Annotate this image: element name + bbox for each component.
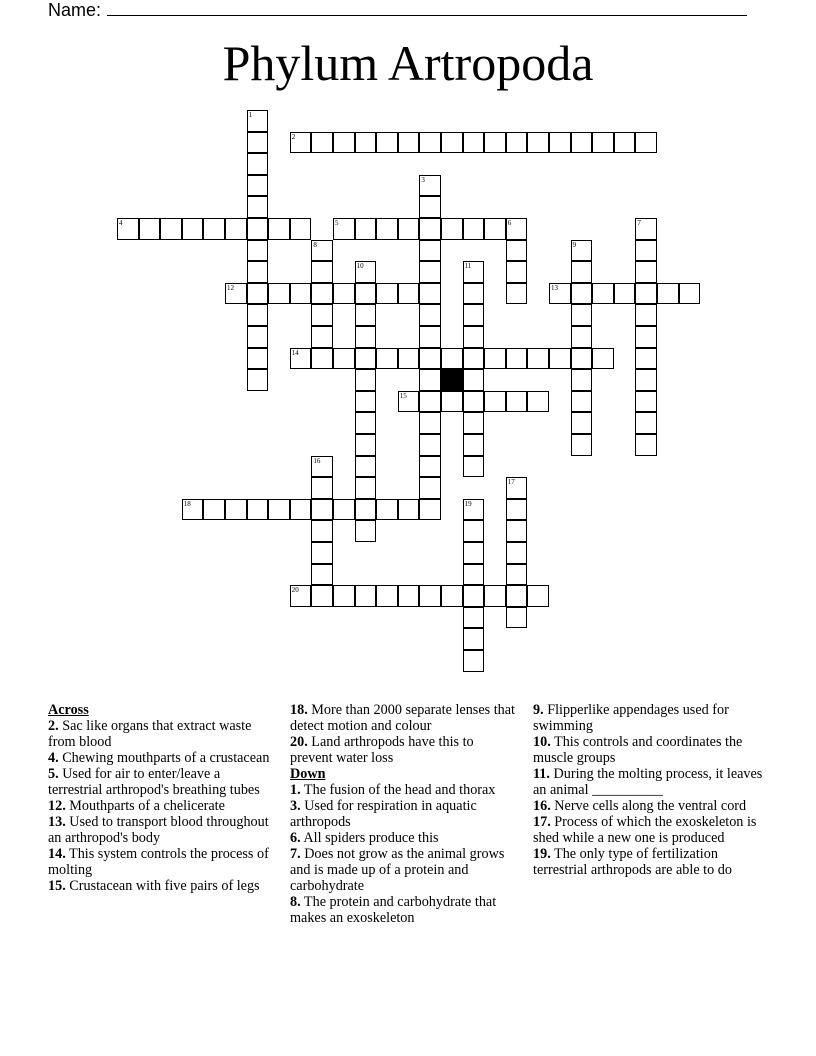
crossword-cell[interactable] (463, 391, 485, 413)
crossword-cell[interactable] (419, 348, 441, 370)
crossword-cell[interactable] (635, 369, 657, 391)
clue-number-label: 15. (48, 878, 66, 894)
page-title: Phylum Artropoda (222, 35, 594, 91)
crossword-cell[interactable] (441, 348, 463, 370)
clue-number-label: 8. (290, 894, 301, 910)
crossword-cell[interactable] (571, 304, 593, 326)
clue-item (290, 702, 516, 734)
crossword-cell[interactable] (463, 607, 485, 629)
clue-item (48, 846, 274, 878)
crossword-cell[interactable] (635, 348, 657, 370)
crossword-cell[interactable] (247, 218, 269, 240)
clue-text: This controls and coordinates the muscle groups (533, 734, 743, 766)
crossword-cell[interactable] (355, 477, 377, 499)
crossword-cell[interactable] (311, 477, 333, 499)
crossword-cell[interactable] (419, 132, 441, 154)
crossword-cell[interactable] (355, 520, 377, 542)
crossword-cell[interactable] (333, 132, 355, 154)
crossword-cell[interactable] (311, 261, 333, 283)
clue-number: 3 (421, 175, 425, 184)
crossword-cell[interactable] (506, 542, 528, 564)
crossword-cell[interactable] (398, 283, 420, 305)
crossword-cell[interactable] (463, 304, 485, 326)
crossword-cell[interactable] (571, 326, 593, 348)
clue-number-label: 20. (290, 734, 308, 750)
crossword-cell[interactable] (290, 218, 312, 240)
crossword-cell[interactable] (419, 477, 441, 499)
clue-number-label: 11. (533, 766, 550, 782)
crossword-cell[interactable] (635, 283, 657, 305)
clue-number: 6 (507, 219, 512, 227)
crossword-cell[interactable] (635, 326, 657, 348)
crossword-cell[interactable] (398, 348, 420, 370)
crossword-cell[interactable] (463, 564, 485, 586)
crossword-cell[interactable] (419, 240, 441, 262)
crossword-cell[interactable] (419, 434, 441, 456)
crossword-cell[interactable] (463, 283, 485, 305)
crossword-cell[interactable] (398, 218, 420, 240)
clue-text: The fusion of the head and thorax (300, 782, 496, 798)
crossword-cell[interactable] (463, 650, 485, 672)
crossword-cell[interactable] (419, 326, 441, 348)
crossword-cell[interactable] (506, 218, 528, 240)
crossword-cell[interactable] (419, 391, 441, 413)
clue-item (48, 718, 274, 750)
clue-item (533, 702, 773, 734)
crossword-cell[interactable] (247, 261, 269, 283)
crossword-cell[interactable] (592, 348, 614, 370)
crossword-cell[interactable] (419, 585, 441, 607)
crossword-cell[interactable] (506, 520, 528, 542)
crossword-cell[interactable] (290, 585, 312, 607)
crossword-cell[interactable] (419, 304, 441, 326)
clue-item (48, 814, 274, 846)
crossword-cell[interactable] (571, 434, 593, 456)
crossword-cell[interactable] (355, 412, 377, 434)
crossword-cell[interactable] (333, 283, 355, 305)
crossword-cell[interactable] (506, 477, 528, 499)
crossword-cell[interactable] (419, 196, 441, 218)
crossword-cell[interactable] (333, 348, 355, 370)
clue-text: Land arthropods have this to prevent water loss (290, 734, 474, 766)
crossword-cell[interactable] (247, 196, 269, 218)
crossword-cell[interactable] (506, 348, 528, 370)
clue-number: 12 (227, 283, 234, 292)
clue-item (290, 894, 516, 926)
clue-number: 14 (291, 348, 299, 357)
clue-text: More than 2000 separate lenses that detect motion and colour (290, 702, 515, 734)
clue-number: 15 (399, 391, 407, 400)
crossword-cell[interactable] (571, 391, 593, 413)
crossword-cell[interactable] (463, 261, 485, 283)
crossword-cell[interactable] (247, 175, 269, 197)
clue-number: 9 (572, 240, 577, 249)
crossword-cell[interactable] (311, 585, 333, 607)
crossword-cell[interactable] (614, 132, 636, 154)
clue-text: Nerve cells along the ventral cord (550, 798, 747, 814)
crossword-cell[interactable] (355, 369, 377, 391)
crossword-cell[interactable] (355, 585, 377, 607)
crossword-cell[interactable] (484, 132, 506, 154)
clue-item (48, 878, 274, 894)
clue-number: 13 (551, 283, 558, 292)
crossword-cell[interactable] (311, 564, 333, 586)
crossword-cell[interactable] (463, 499, 485, 521)
clue-number: 5 (335, 219, 339, 227)
clue-number: 16 (313, 456, 321, 465)
clue-text: Used for air to enter/leave a terrestrial arthropod's breathing tubes (48, 766, 260, 798)
crossword-cell[interactable] (398, 132, 420, 154)
crossword-cell[interactable] (571, 369, 593, 391)
clues-column-3 (533, 702, 773, 878)
clue-item (290, 846, 516, 894)
crossword-cell[interactable] (506, 240, 528, 262)
crossword-cell[interactable] (355, 434, 377, 456)
crossword-cell[interactable] (506, 391, 528, 413)
crossword-cell[interactable] (398, 391, 420, 413)
clue-number-label: 14. (48, 846, 66, 862)
clue-text: Mouthparts of a chelicerate (65, 798, 225, 814)
crossword-cell[interactable] (247, 348, 269, 370)
crossword-cell[interactable] (506, 564, 528, 586)
crossword-cell[interactable] (355, 391, 377, 413)
crossword-cell[interactable] (247, 326, 269, 348)
crossword-cell[interactable] (463, 456, 485, 478)
crossword-cell[interactable] (463, 520, 485, 542)
clue-number-label: 2. (48, 718, 59, 734)
crossword-cell[interactable] (355, 348, 377, 370)
crossword-cell[interactable] (549, 283, 571, 305)
crossword-cell[interactable] (247, 369, 269, 391)
crossword-cell[interactable] (463, 542, 485, 564)
clue-number: 19 (464, 499, 472, 508)
clue-number-label: 13. (48, 814, 66, 830)
clue-text: Used for respiration in aquatic arthropods (290, 798, 477, 830)
crossword-cell[interactable] (247, 132, 269, 154)
clue-item (533, 798, 773, 814)
clue-item (533, 766, 773, 798)
clue-number-label: 1. (290, 782, 301, 798)
crossword-cell[interactable] (679, 283, 701, 305)
clue-number-label: 19. (533, 846, 551, 862)
clue-text: The protein and carbohydrate that makes an exoskeleton (290, 894, 497, 926)
crossword-cell[interactable] (333, 585, 355, 607)
crossword-cell[interactable] (376, 218, 398, 240)
clue-number-label: 3. (290, 798, 301, 814)
crossword-cell[interactable] (506, 585, 528, 607)
crossword-cell[interactable] (290, 348, 312, 370)
clue-number: 1 (248, 111, 253, 119)
clue-number: 17 (507, 478, 515, 487)
black-cell (441, 369, 463, 391)
clue-item (290, 830, 516, 846)
crossword-cell[interactable] (571, 412, 593, 434)
crossword-cell[interactable] (311, 542, 333, 564)
clue-number-label: 10. (533, 734, 551, 750)
crossword-cell[interactable] (592, 132, 614, 154)
crossword-cell[interactable] (225, 283, 247, 305)
crossword-cell[interactable] (203, 499, 225, 521)
crossword-cell[interactable] (635, 304, 657, 326)
crossword-cell[interactable] (463, 585, 485, 607)
crossword-cell[interactable] (355, 304, 377, 326)
crossword-cell[interactable] (571, 132, 593, 154)
clue-item (290, 782, 516, 798)
clue-item (533, 734, 773, 766)
crossword-cell[interactable] (441, 585, 463, 607)
clue-number: 11 (464, 262, 472, 271)
crossword-cell[interactable] (506, 261, 528, 283)
clue-number: 18 (183, 499, 191, 508)
clue-item (290, 734, 516, 766)
clue-text: All spiders produce this (300, 830, 439, 846)
crossword-cell[interactable] (376, 283, 398, 305)
clue-number: 7 (637, 219, 641, 227)
crossword-cell[interactable] (268, 218, 290, 240)
crossword-cell[interactable] (311, 499, 333, 521)
crossword-cell[interactable] (484, 391, 506, 413)
crossword-cell[interactable] (463, 132, 485, 154)
name-label: Name: (48, 0, 102, 20)
crossword-cell[interactable] (355, 326, 377, 348)
crossword-cell[interactable] (247, 153, 269, 175)
crossword-cell[interactable] (160, 218, 182, 240)
crossword-cell[interactable] (311, 132, 333, 154)
clue-number-label: 4. (48, 750, 59, 766)
crossword-cell[interactable] (247, 499, 269, 521)
crossword-cell[interactable] (635, 240, 657, 262)
crossword-cell[interactable] (333, 499, 355, 521)
crossword-cell[interactable] (506, 499, 528, 521)
crossword-cell[interactable] (290, 499, 312, 521)
clue-text: Chewing mouthparts of a crustacean (58, 750, 270, 766)
crossword-cell[interactable] (463, 434, 485, 456)
crossword-cell[interactable] (463, 369, 485, 391)
down-header: Down (290, 766, 326, 782)
crossword-cell[interactable] (376, 499, 398, 521)
crossword-cell[interactable] (376, 585, 398, 607)
clue-item (290, 798, 516, 830)
clue-number: 20 (291, 586, 299, 595)
clue-text: The only type of fertilization terrestrial arthropods are able to do (533, 846, 732, 878)
crossword-cell[interactable] (571, 283, 593, 305)
clue-number: 10 (356, 262, 364, 271)
crossword-cell[interactable] (635, 218, 657, 240)
crossword-cell[interactable] (441, 132, 463, 154)
clue-text: Flipperlike appendages used for swimming (533, 702, 729, 734)
crossword-cell[interactable] (635, 261, 657, 283)
clue-number-label: 18. (290, 702, 308, 718)
crossword-cell[interactable] (549, 132, 571, 154)
clue-number-label: 5. (48, 766, 59, 782)
crossword-cell[interactable] (268, 499, 290, 521)
crossword-cell[interactable] (484, 218, 506, 240)
crossword-cell[interactable] (592, 283, 614, 305)
crossword-cell[interactable] (311, 456, 333, 478)
crossword-cell[interactable] (225, 499, 247, 521)
crossword-cell[interactable] (117, 218, 139, 240)
crossword-cell[interactable] (268, 283, 290, 305)
clue-item (533, 846, 773, 878)
crossword-cell[interactable] (247, 283, 269, 305)
crossword-cell[interactable] (419, 412, 441, 434)
crossword-cell[interactable] (139, 218, 161, 240)
crossword-cell[interactable] (398, 585, 420, 607)
crossword-cell[interactable] (657, 283, 679, 305)
clue-text: This system controls the process of molting (48, 846, 269, 878)
crossword-cell[interactable] (182, 218, 204, 240)
crossword-cell[interactable] (441, 391, 463, 413)
crossword-cell[interactable] (398, 499, 420, 521)
clue-item (48, 798, 274, 814)
clue-text: During the molting process, it leaves an animal __________ (533, 766, 763, 798)
clue-text: Used to transport blood throughout an arthropod's body (48, 814, 269, 846)
crossword-cell[interactable] (311, 326, 333, 348)
crossword-cell[interactable] (376, 348, 398, 370)
crossword-cell[interactable] (549, 348, 571, 370)
across-header: Across (48, 702, 89, 718)
clue-number-label: 16. (533, 798, 551, 814)
crossword-cell[interactable] (527, 391, 549, 413)
crossword-cell[interactable] (355, 132, 377, 154)
clue-item (48, 750, 274, 766)
clue-text: Process of which the exoskeleton is shed while a new one is produced (533, 814, 757, 846)
crossword-cell[interactable] (441, 218, 463, 240)
crossword-cell[interactable] (182, 499, 204, 521)
crossword-cell[interactable] (527, 132, 549, 154)
crossword-cell[interactable] (333, 218, 355, 240)
crossword-cell[interactable] (463, 628, 485, 650)
crossword-cell[interactable] (571, 261, 593, 283)
crossword-cell[interactable] (311, 348, 333, 370)
crossword-cell[interactable] (419, 261, 441, 283)
clue-text: Does not grow as the animal grows and is made up of a protein and carbohydrate (290, 846, 505, 894)
crossword-cell[interactable] (463, 348, 485, 370)
crossword-cell[interactable] (419, 283, 441, 305)
clue-text: Crustacean with five pairs of legs (65, 878, 260, 894)
crossword-cell[interactable] (419, 369, 441, 391)
crossword-cell[interactable] (419, 175, 441, 197)
crossword-cell[interactable] (290, 132, 312, 154)
clues-column-1 (48, 702, 274, 894)
crossword-cell[interactable] (506, 132, 528, 154)
clue-number: 4 (119, 219, 123, 227)
crossword-cell[interactable] (484, 585, 506, 607)
crossword-cell[interactable] (571, 348, 593, 370)
clue-number-label: 7. (290, 846, 301, 862)
crossword-cell[interactable] (614, 283, 636, 305)
crossword-cell[interactable] (463, 326, 485, 348)
crossword-cell[interactable] (635, 412, 657, 434)
clue-number-label: 9. (533, 702, 544, 718)
crossword-cell[interactable] (311, 283, 333, 305)
clue-item (533, 814, 773, 846)
crossword-cell[interactable] (311, 520, 333, 542)
crossword-cell[interactable] (419, 499, 441, 521)
crossword-cell[interactable] (203, 218, 225, 240)
crossword-cell[interactable] (355, 218, 377, 240)
crossword-cell[interactable] (225, 218, 247, 240)
crossword-cell[interactable] (355, 261, 377, 283)
crossword-cell[interactable] (635, 391, 657, 413)
crossword-cell[interactable] (506, 283, 528, 305)
crossword-cell[interactable] (355, 283, 377, 305)
crossword-cell[interactable] (247, 304, 269, 326)
crossword-cell[interactable] (355, 456, 377, 478)
crossword-cell[interactable] (463, 218, 485, 240)
clue-number-label: 6. (290, 830, 301, 846)
crossword-cell[interactable] (247, 110, 269, 132)
clue-number: 8 (313, 240, 317, 249)
crossword-cell[interactable] (571, 240, 593, 262)
clue-text: Sac like organs that extract waste from blood (48, 718, 252, 750)
crossword-cell[interactable] (311, 304, 333, 326)
crossword-cell[interactable] (484, 348, 506, 370)
crossword-cell[interactable] (635, 132, 657, 154)
clue-number-label: 17. (533, 814, 551, 830)
crossword-cell[interactable] (527, 348, 549, 370)
crossword-cell[interactable] (311, 240, 333, 262)
crossword-cell[interactable] (376, 132, 398, 154)
clue-item (48, 766, 274, 798)
crossword-cell[interactable] (635, 434, 657, 456)
crossword-cell[interactable] (419, 456, 441, 478)
crossword-cell[interactable] (290, 283, 312, 305)
clues-column-2 (290, 702, 516, 926)
crossword-cell[interactable] (506, 607, 528, 629)
clue-number-label: 12. (48, 798, 66, 814)
crossword-cell[interactable] (419, 218, 441, 240)
crossword-cell[interactable] (527, 585, 549, 607)
crossword-cell[interactable] (355, 499, 377, 521)
crossword-cell[interactable] (247, 240, 269, 262)
clue-number: 2 (291, 132, 296, 141)
crossword-cell[interactable] (463, 412, 485, 434)
